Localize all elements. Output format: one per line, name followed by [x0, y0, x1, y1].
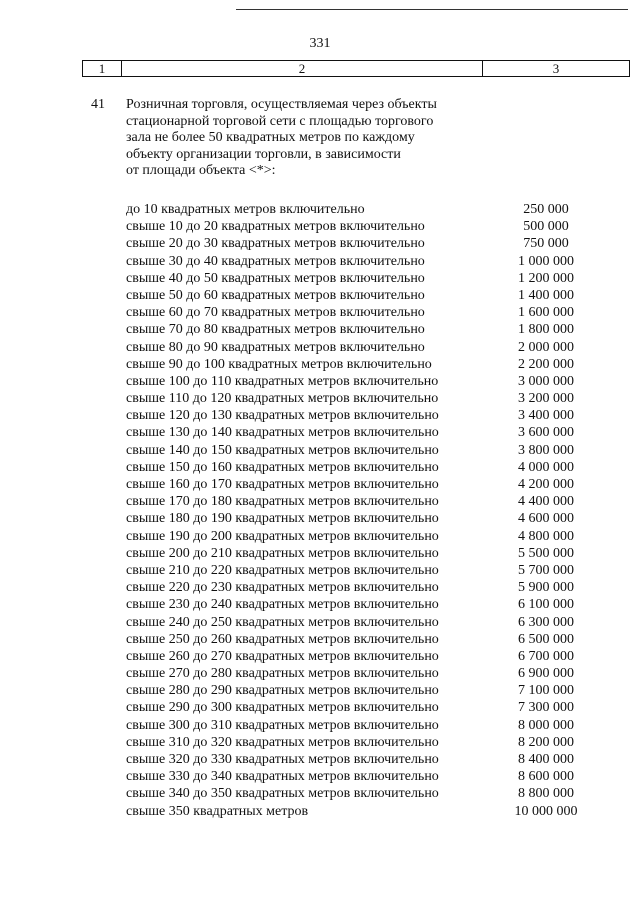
area-range: свыше 90 до 100 квадратных метров включительно [126, 356, 432, 372]
rate-amount: 1 200 000 [518, 270, 574, 286]
rate-amount: 7 100 000 [518, 683, 574, 699]
rate-amount: 6 300 000 [518, 614, 574, 630]
rate-amount: 3 200 000 [518, 391, 574, 407]
rate-amount: 2 000 000 [518, 339, 574, 355]
rate-row [126, 407, 596, 424]
area-range: свыше 310 до 320 квадратных метров включительно [126, 734, 439, 750]
rate-row [126, 785, 596, 802]
row-description [126, 97, 486, 180]
area-range: свыше 180 до 190 квадратных метров включительно [126, 511, 439, 527]
area-range: свыше 60 до 70 квадратных метров включительно [126, 305, 425, 321]
rate-row [126, 803, 596, 820]
area-range: свыше 130 до 140 квадратных метров включительно [126, 425, 439, 441]
rate-row [126, 579, 596, 596]
area-range: свыше 350 квадратных метров [126, 803, 309, 819]
rate-row [126, 493, 596, 510]
table-column-header [82, 60, 630, 77]
rate-amount: 8 400 000 [518, 752, 574, 767]
rate-row [126, 768, 596, 785]
rate-amount: 6 500 000 [518, 631, 574, 647]
rate-amount: 250 000 [523, 202, 569, 217]
rate-row [126, 734, 596, 751]
description-line: объекту организации торговли, в зависимости [126, 146, 401, 162]
rate-row [126, 717, 596, 734]
rate-row [126, 459, 596, 476]
rate-amount: 4 600 000 [518, 511, 574, 527]
rate-row [126, 682, 596, 699]
area-range: свыше 110 до 120 квадратных метров включительно [126, 391, 439, 407]
area-range: свыше 200 до 210 квадратных метров включительно [126, 545, 439, 561]
area-range: свыше 240 до 250 квадратных метров включительно [126, 614, 439, 630]
area-range: свыше 20 до 30 квадратных метров включительно [126, 236, 425, 252]
column-number-2: 2 [122, 61, 483, 76]
rate-row [126, 339, 596, 356]
area-range: свыше 260 до 270 квадратных метров включительно [126, 648, 439, 664]
rate-row [126, 201, 596, 218]
top-rule [236, 9, 628, 10]
area-range: свыше 330 до 340 квадратных метров включительно [126, 769, 439, 785]
area-range: свыше 140 до 150 квадратных метров включительно [126, 442, 439, 458]
rate-amount: 8 200 000 [518, 734, 574, 750]
area-range: свыше 220 до 230 квадратных метров включительно [126, 580, 439, 596]
rate-row [126, 321, 596, 338]
area-range: свыше 300 до 310 квадратных метров включительно [126, 717, 439, 733]
rate-row [126, 287, 596, 304]
rate-row [126, 373, 596, 390]
column-number-3: 3 [552, 61, 560, 76]
column-number-1: 1 [83, 61, 122, 76]
rate-amount: 3 000 000 [518, 373, 574, 389]
rate-amount: 6 900 000 [518, 666, 574, 682]
rate-row [126, 545, 596, 562]
area-range: свыше 80 до 90 квадратных метров включительно [126, 339, 425, 355]
rate-row [126, 699, 596, 716]
rate-amount: 750 000 [523, 236, 569, 252]
area-range: свыше 280 до 290 квадратных метров включительно [126, 683, 439, 699]
area-range: свыше 210 до 220 квадратных метров включительно [126, 562, 439, 578]
rate-amount: 2 200 000 [518, 356, 574, 372]
rate-amount: 3 600 000 [518, 425, 574, 441]
rate-amount: 4 400 000 [518, 494, 574, 510]
rate-amount: 4 800 000 [518, 528, 574, 544]
area-range: свыше 50 до 60 квадратных метров включительно [126, 287, 425, 303]
description-line: зала не более 50 квадратных метров по каждому [126, 130, 415, 146]
area-range: свыше 10 до 20 квадратных метров включительно [126, 219, 425, 235]
description-line: стационарной торговой сети с площадью торгового [126, 113, 434, 129]
rate-amount: 1 800 000 [518, 322, 574, 338]
rate-row [126, 270, 596, 287]
rate-row [126, 751, 596, 768]
area-range: свыше 30 до 40 квадратных метров включительно [126, 253, 425, 269]
area-range: свыше 320 до 330 квадратных метров включительно [126, 752, 439, 767]
description-line: Розничная торговля, осуществляемая через объекты [126, 97, 437, 112]
rate-row [126, 235, 596, 252]
description-line: от площади объекта <*>: [126, 163, 276, 179]
rate-amount: 1 600 000 [518, 305, 574, 321]
rate-list [126, 201, 596, 820]
area-range: до 10 квадратных метров включительно [126, 202, 365, 217]
area-range: свыше 290 до 300 квадратных метров включительно [126, 700, 439, 716]
rate-amount: 5 700 000 [518, 562, 574, 578]
area-range: свыше 70 до 80 квадратных метров включительно [126, 322, 425, 338]
rate-amount: 7 300 000 [518, 700, 574, 716]
rate-amount: 6 700 000 [518, 648, 574, 664]
rate-amount: 5 500 000 [518, 545, 574, 561]
rate-row [126, 562, 596, 579]
rate-amount: 5 900 000 [518, 580, 574, 596]
rate-amount: 8 800 000 [518, 786, 574, 802]
rate-amount: 3 800 000 [518, 442, 574, 458]
rate-row [126, 631, 596, 648]
rate-amount: 3 400 000 [518, 408, 574, 424]
rate-amount: 1 000 000 [518, 253, 574, 269]
rate-amount: 4 000 000 [518, 459, 574, 475]
rate-amount: 500 000 [523, 219, 569, 235]
area-range: свыше 120 до 130 квадратных метров включительно [126, 408, 439, 424]
rate-amount: 1 400 000 [518, 287, 574, 303]
rate-row [126, 614, 596, 631]
area-range: свыше 340 до 350 квадратных метров включительно [126, 786, 439, 802]
rate-row [126, 304, 596, 321]
rate-row [126, 528, 596, 545]
rate-amount: 6 100 000 [518, 597, 574, 613]
rate-row [126, 510, 596, 527]
rate-row [126, 218, 596, 235]
rate-amount: 10 000 000 [514, 803, 578, 819]
rate-row [126, 356, 596, 373]
area-range: свыше 170 до 180 квадратных метров включительно [126, 494, 439, 510]
row-number: 41 [91, 97, 105, 112]
rate-row [126, 665, 596, 682]
area-range: свыше 250 до 260 квадратных метров включительно [126, 631, 439, 647]
area-range: свыше 270 до 280 квадратных метров включительно [126, 666, 439, 682]
area-range: свыше 160 до 170 квадратных метров включительно [126, 477, 439, 492]
rate-row [126, 596, 596, 613]
rate-row [126, 424, 596, 441]
area-range: свыше 100 до 110 квадратных метров включительно [126, 373, 439, 389]
rate-amount: 4 200 000 [518, 477, 574, 492]
rate-row [126, 253, 596, 270]
area-range: свыше 150 до 160 квадратных метров включительно [126, 459, 439, 475]
rate-row [126, 648, 596, 665]
rate-row [126, 442, 596, 459]
rate-amount: 8 000 000 [518, 717, 574, 733]
rate-row [126, 390, 596, 407]
area-range: свыше 190 до 200 квадратных метров включительно [126, 528, 439, 544]
area-range: свыше 230 до 240 квадратных метров включительно [126, 597, 439, 613]
area-range: свыше 40 до 50 квадратных метров включительно [126, 270, 425, 286]
rate-row [126, 476, 596, 493]
rate-amount: 8 600 000 [518, 769, 574, 785]
page-number: 331 [309, 36, 331, 51]
